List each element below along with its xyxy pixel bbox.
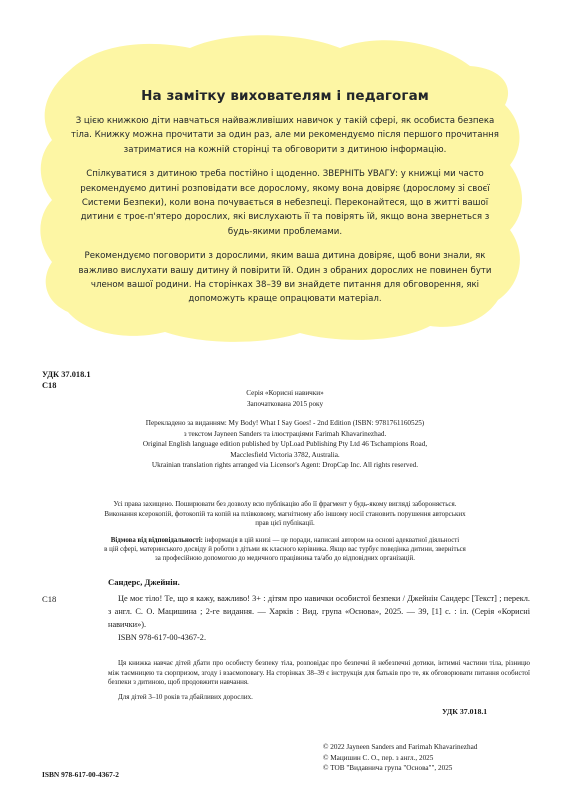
catalog-code: С18 bbox=[42, 594, 57, 604]
catalog-isbn: ISBN 978-617-00-4367-2. bbox=[118, 633, 207, 642]
author-code: С18 bbox=[42, 381, 57, 390]
translated-from: Перекладено за виданням: My Body! What I Say Goes! - 2nd Edition (ISBN: 9781761160525) bbox=[145, 419, 425, 427]
original-edition-3: Ukrainian translation rights arranged via Licensor's Agent: DropCap Inc. All rights reserved. bbox=[151, 461, 419, 470]
copyright-line-1: © 2022 Jayneen Sanders and Farimah Khavarinezhad bbox=[323, 743, 478, 751]
disclaimer-line-2: в цій сфері, материнського досвіду й роботи з дітьми як класного керівника. Якщо вас турбує поведінка дитини, зверніться bbox=[104, 546, 466, 554]
note-paragraph-3: Рекомендуємо поговорити з дорослими, яким ваша дитина довіряє, щоб вони знали, як важливо вислухати вашу дитину й повірити їй. Один з обраних дорослих не повинен бути членом вашої родини. На сторінках 38–39 ви знайдете питання для обговорення, які допоможуть краще опрацювати матеріал. bbox=[78, 251, 492, 305]
series-info bbox=[60, 388, 510, 409]
note-title: На замітку вихователям і педагогам bbox=[141, 88, 429, 104]
rights-line-1: Усі права захищено. Поширювати без дозволу всю публікацію або її фрагмент у будь-якому вигляді забороняється. bbox=[113, 500, 457, 508]
annotation: Ця книжка навчає дітей дбати про особисту безпеку тіла, розповідає про безпечні й небезпечні дотики, інтимні частини тіла, різницю між таємницею та сюрпризом, згоду і взаємоповагу. На сторінках 38–39 є інструкція для батьків про те, як обговорювати питання особистої безпеки з дитиною, щоб продовжити навчання. bbox=[108, 659, 530, 687]
disclaimer bbox=[55, 536, 515, 564]
translated-text: з текстом Jayneen Sanders та ілюстраціями Farimah Khavarinezhad. bbox=[183, 429, 387, 438]
original-edition-1: Original English language edition published by UpLoad Publishing Pty Ltd 46 Tschampions Road, bbox=[142, 440, 428, 449]
educator-note bbox=[70, 88, 500, 317]
note-paragraph-1: З цією книжкою діти навчаться найважливіших навичок у такій сфері, як особиста безпека тіла. Книжку можна прочитати за один раз, але ми рекомендуємо після першого прочитання затриматися на кожній сторінці та обговорити з дитиною інформацію. bbox=[71, 116, 499, 155]
rights-line-3: прав цієї публікації. bbox=[255, 519, 315, 528]
translation-info bbox=[60, 418, 510, 471]
copyright-block bbox=[323, 742, 477, 774]
disclaimer-label: Відмова від відповідальності: bbox=[110, 537, 203, 544]
series-name: Серія «Корисні навички» bbox=[246, 389, 324, 397]
rights-line-2: Виконання ксерокопій, фотокопій та копій на плівковому, магнітному або іншому носії становить порушення авторських bbox=[104, 509, 466, 518]
series-started: Започаткована 2015 року bbox=[246, 399, 324, 408]
catalog-author: Сандерс, Джейнін. bbox=[108, 577, 180, 587]
rights-notice bbox=[60, 500, 510, 529]
disclaimer-line-1: інформація в цій книзі — це поради, написані автором на основі адекватної діяльності bbox=[202, 537, 460, 544]
udk-code: УДК 37.018.1 bbox=[42, 370, 91, 379]
bibliographic-description: Це моє тіло! Те, що я кажу, важливо! 3+ : дітям про навички особистої безпеки / Джейнін Сандерс [Текст] ; перекл. з англ. С. О. Мацишина ; 2-ге видання. — Харків : Вид. група «Основа», 2025. — 39, [1] с. : іл. (Серія «Корисні навички»). bbox=[108, 594, 530, 629]
isbn-bottom: ISBN 978-617-00-4367-2 bbox=[42, 770, 119, 779]
copyright-line-3: © ТОВ "Видавнича група "Основа"", 2025 bbox=[323, 764, 453, 773]
original-edition-2: Macclesfield Victoria 3782, Australia. bbox=[230, 450, 340, 459]
disclaimer-line-3: за професійною допомогою до медичного працівника та/або до відповідних організацій. bbox=[155, 555, 415, 563]
note-paragraph-2: Спілкуватися з дитиною треба постійно і щоденно. ЗВЕРНІТЬ УВАГУ: у книжці ми часто рекомендуємо дитині розповідати все дорослому, якому вона довіряє (дорослому зі своєї Системи Безпеки), коли вона почувається в небезпеці. Переконайтеся, що в житті вашої дитини є троє-п'ятеро дорослих, які вислухають її та повірять їй, якщо вона звернеться з будь-якими проблемами. bbox=[80, 169, 490, 237]
age-range: Для дітей 3–10 років та дбайливих дорослих. bbox=[118, 693, 253, 701]
copyright-line-2: © Мацишин С. О., пер. з англ., 2025 bbox=[323, 753, 434, 762]
udk-bottom: УДК 37.018.1 bbox=[442, 707, 488, 716]
